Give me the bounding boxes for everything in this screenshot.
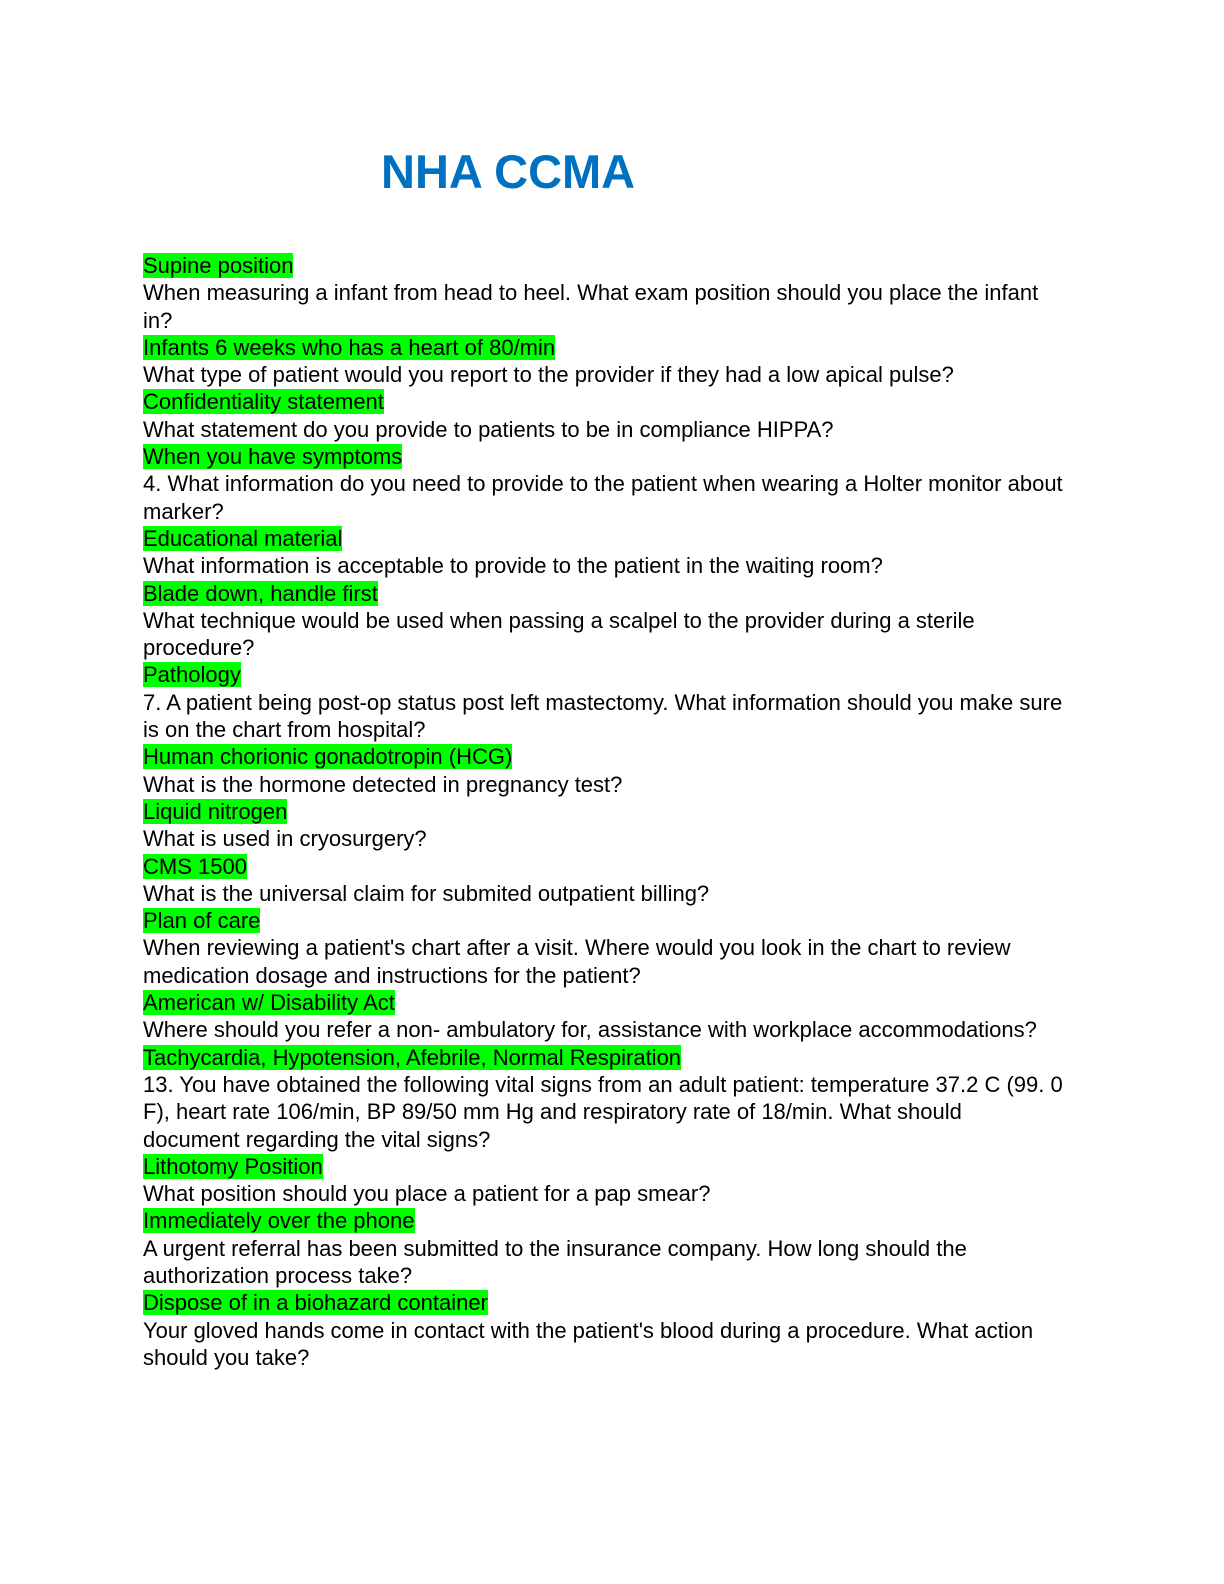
question-text: 13. You have obtained the following vital signs from an adult patient: temperature 37.2 C (99. 0 F), heart rate 106/min, BP 89/50 mm Hg and respiratory rate of 18/min. What should document regarding the vital signs? (143, 1071, 1063, 1152)
qa-item (143, 989, 1063, 1044)
highlighted-answer: Confidentiality statement (143, 389, 384, 415)
highlighted-answer: Immediately over the phone (143, 1208, 415, 1234)
question-text: What is used in cryosurgery? (143, 826, 427, 852)
qa-item (143, 388, 1063, 443)
highlighted-answer: Supine position (143, 253, 294, 278)
qa-item (143, 661, 1063, 743)
question-text: What position should you place a patient for a pap smear? (143, 1181, 711, 1207)
highlighted-answer: American w/ Disability Act (143, 990, 395, 1016)
highlighted-answer: Tachycardia, Hypotension, Afebrile, Normal Respiration (143, 1044, 682, 1070)
page-title: NHA CCMA (381, 145, 636, 198)
highlighted-answer: Lithotomy Position (143, 1153, 323, 1179)
highlighted-answer: Blade down, handle first (143, 580, 378, 606)
qa-item (143, 443, 1063, 525)
highlighted-answer: When you have symptoms (143, 444, 403, 470)
question-text: What technique would be used when passing a scalpel to the provider during a sterile procedure? (143, 607, 975, 661)
highlighted-answer: Infants 6 weeks who has a heart of 80/min (143, 334, 556, 360)
qa-list (143, 252, 1063, 1371)
question-text: 4. What information do you need to provide to the patient when wearing a Holter monitor about marker? (143, 471, 1063, 524)
question-text: Your gloved hands come in contact with the patient's blood during a procedure. What action should you take? (143, 1317, 1034, 1370)
highlighted-answer: Liquid nitrogen (143, 798, 288, 824)
qa-item (143, 252, 1063, 334)
qa-item (143, 798, 1063, 853)
question-text: What is the hormone detected in pregnancy test? (143, 771, 623, 797)
qa-item (143, 907, 1063, 989)
question-text: 7. A patient being post-op status post left mastectomy. What information should you make sure is on the chart from hospital? (143, 689, 1063, 743)
qa-item (143, 853, 1063, 908)
highlighted-answer: Plan of care (143, 908, 261, 934)
question-text: When measuring a infant from head to heel. What exam position should you place the infant in? (143, 280, 1039, 333)
question-text: What statement do you provide to patients to be in compliance HIPPA? (143, 416, 834, 442)
qa-item (143, 525, 1063, 580)
question-text: What information is acceptable to provide to the patient in the waiting room? (143, 553, 883, 579)
qa-item (143, 1044, 1063, 1153)
highlighted-answer: Educational material (143, 525, 343, 551)
qa-item (143, 1153, 1063, 1208)
question-text: Where should you refer a non- ambulatory for, assistance with workplace accommodations? (143, 1017, 1037, 1043)
question-text: What type of patient would you report to the provider if they had a low apical pulse? (143, 362, 954, 388)
qa-item (143, 580, 1063, 662)
highlighted-answer: Human chorionic gonadotropin (HCG) (143, 744, 513, 770)
highlighted-answer: Pathology (143, 662, 241, 688)
highlighted-answer: CMS 1500 (143, 853, 247, 879)
question-text: When reviewing a patient's chart after a visit. Where would you look in the chart to review medication dosage and instructions for the patient? (143, 935, 1011, 988)
qa-item (143, 1289, 1063, 1371)
qa-item (143, 1207, 1063, 1289)
highlighted-answer: Dispose of in a biohazard container (143, 1290, 488, 1316)
qa-item (143, 743, 1063, 798)
question-text: What is the universal claim for submited outpatient billing? (143, 880, 710, 906)
qa-item (143, 334, 1063, 389)
question-text: A urgent referral has been submitted to the insurance company. How long should the authorization process take? (143, 1235, 967, 1288)
